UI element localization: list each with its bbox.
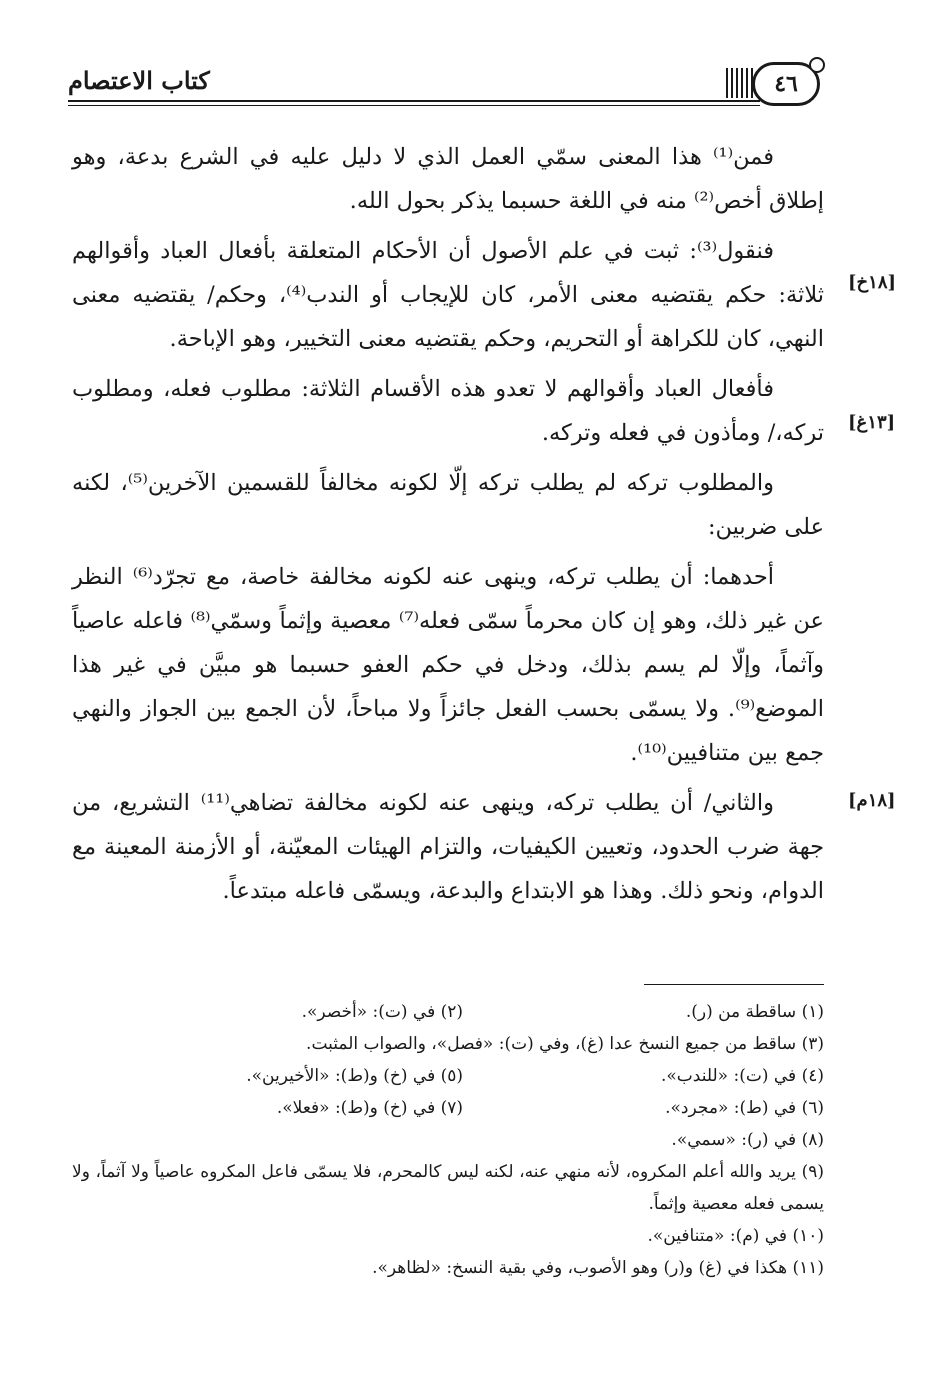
footnote: (٢) في (ت): «أخصر». [301, 1002, 464, 1022]
header-rule-thin [68, 105, 760, 106]
footnote: (٩) يريد والله أعلم المكروه، لأنه منهي عنه، لكنه ليس كالمحرم، فلا يسمّى فاعل المكروه عاصياً ولا آثماً، ولا يسمى فعله معصية وإثماً. [72, 1162, 824, 1214]
footnotes [72, 996, 824, 1284]
paragraph: أحدهما: أن يطلب تركه، وينهى عنه لكونه مخالفة خاصة، مع تجرّد⁽⁶⁾ النظر عن غير ذلك، وهو إن كان محرماً سمّى فعله⁽⁷⁾ معصية وإثماً وسمّي⁽⁸⁾ فاعله عاصياً وآثماً، وإلّا لم يسم بذلك، ودخل في حكم العفو حسبما هو مبيَّن في غير هذا الموضع⁽⁹⁾. ولا يسمّى بحسب الفعل جائزاً ولا مباحاً، لأن الجمع بين الجواز والنهي جمع بين متنافيين⁽¹⁰⁾. [72, 564, 824, 766]
paragraph: والثاني/ أن يطلب تركه، وينهى عنه لكونه مخالفة تضاهي⁽¹¹⁾ التشريع، من جهة ضرب الحدود، وتعيين الكيفيات، والتزام الهيئات المعيّنة، أو الأزمنة المعينة مع الدوام، ونحو ذلك. وهذا هو الابتداع والبدعة، ويسمّى فاعله مبتدعاً. [72, 790, 824, 904]
margin-note: [١٨خ] [848, 272, 897, 293]
margin-note: [١٨م] [848, 790, 896, 811]
footnote: (٤) في (ت): «للندب». [661, 1066, 824, 1086]
footnote-separator [644, 984, 824, 985]
footnote: (١١) هكذا في (غ) و(ر) وهو الأصوب، وفي بقية النسخ: «لظاهر». [372, 1258, 824, 1278]
header-rule [68, 100, 760, 102]
margin-note: [١٣غ] [848, 412, 896, 433]
page-number: ٤٦ [752, 62, 820, 106]
page-header [68, 62, 820, 108]
footnote: (٦) في (ط): «مجرد». [665, 1098, 824, 1118]
footnote: (١٠) في (م): «متنافين». [647, 1226, 824, 1246]
footnote: (٨) في (ر): «سمي». [671, 1130, 824, 1150]
paragraph: فنقول⁽³⁾: ثبت في علم الأصول أن الأحكام المتعلقة بأفعال العباد وأقوالهم ثلاثة: حكم يقتضيه معنى الأمر، كان للإيجاب أو الندب⁽⁴⁾، وحكم/ يقتضيه معنى النهي، كان للكراهة أو التحريم، وحكم يقتضيه معنى التخيير، وهو الإباحة. [72, 238, 825, 352]
footnote: (٧) في (خ) و(ط): «فعلا». [276, 1098, 464, 1118]
footnote: (٣) ساقط من جميع النسخ عدا (غ)، وفي (ت): «فصل»، والصواب المثبت. [306, 1034, 824, 1054]
main-text [72, 135, 824, 919]
footnote: (٥) في (خ) و(ط): «الأخيرين». [246, 1066, 464, 1086]
paragraph: فمن⁽¹⁾ هذا المعنى سمّي العمل الذي لا دليل عليه في الشرع بدعة، وهو إطلاق أخص⁽²⁾ منه في اللغة حسبما يذكر بحول الله. [72, 144, 824, 214]
footnote: (١) ساقطة من (ر). [685, 1002, 824, 1022]
paragraph: فأفعال العباد وأقوالهم لا تعدو هذه الأقسام الثلاثة: مطلوب فعله، ومطلوب تركه،/ ومأذون في فعله وتركه. [72, 376, 824, 446]
book-title: كتاب الاعتصام [68, 66, 210, 95]
paragraph: والمطلوب تركه لم يطلب تركه إلّا لكونه مخالفاً للقسمين الآخرين⁽⁵⁾، لكنه على ضربين: [72, 470, 824, 540]
